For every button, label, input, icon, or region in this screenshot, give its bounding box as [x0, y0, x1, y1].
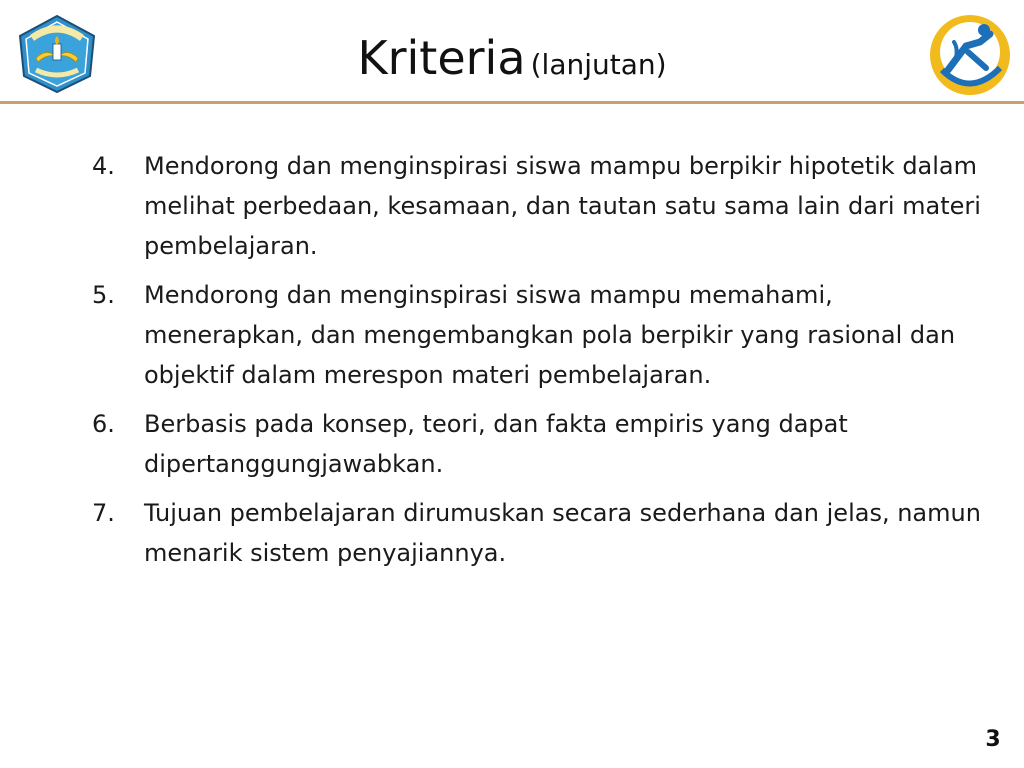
- list-item: [92, 493, 992, 573]
- list-item-number: 7.: [92, 499, 115, 527]
- list-item-text: Mendorong dan menginspirasi siswa mampu berpikir hipotetik dalam melihat perbedaan, kesamaan, dan tautan satu sama lain dari materi pembelajaran.: [144, 152, 981, 260]
- list-item-text: Berbasis pada konsep, teori, dan fakta empiris yang dapat dipertanggungjawabkan.: [144, 410, 848, 478]
- list-item-number: 5.: [92, 281, 115, 309]
- title-subtitle: (lanjutan): [530, 48, 667, 81]
- list-item-number: 6.: [92, 410, 115, 438]
- list-item-text: Mendorong dan menginspirasi siswa mampu memahami, menerapkan, dan mengembangkan pola berpikir yang rasional dan objektif dalam merespon materi pembelajaran.: [144, 281, 956, 389]
- criteria-list: [92, 146, 992, 582]
- title-divider: [0, 101, 1024, 104]
- list-item-text: Tujuan pembelajaran dirumuskan secara sederhana dan jelas, namun menarik sistem penyajiannya.: [144, 499, 981, 567]
- page-title: [0, 26, 1024, 101]
- kurikulum-2013-logo-icon: [928, 12, 1012, 98]
- list-item-number: 4.: [92, 152, 115, 180]
- list-item: [92, 404, 992, 484]
- title-main: Kriteria: [357, 31, 526, 85]
- list-item: [92, 146, 992, 266]
- page-number: 3: [985, 727, 1001, 752]
- list-item: [92, 275, 992, 395]
